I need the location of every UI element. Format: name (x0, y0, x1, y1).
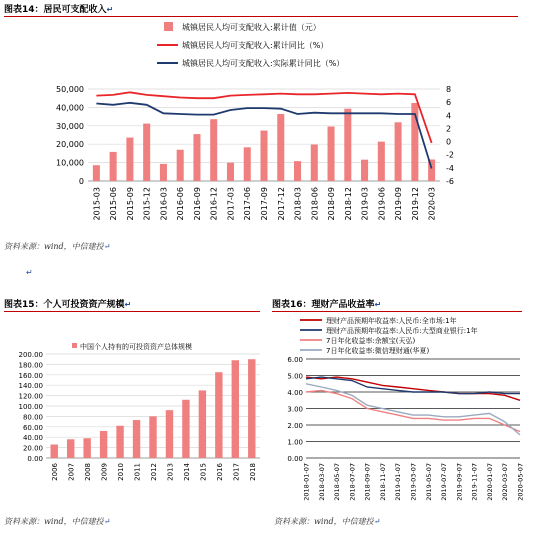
bar (232, 360, 239, 458)
x-tick-label: 2018-09 (327, 187, 337, 221)
bar (193, 134, 200, 181)
legend-label: 城镇居民人均可支配收入:实际累计同比（%） (182, 59, 345, 68)
bar (177, 150, 184, 181)
y-tick-label: 0.00 (27, 455, 43, 463)
x-tick-label: 2019-12 (410, 187, 420, 221)
bar (51, 444, 58, 458)
x-tick-label: 2019-03-07 (409, 463, 418, 501)
bar (260, 131, 267, 181)
paragraph-mark-icon: ↵ (103, 242, 111, 251)
bar (248, 359, 255, 458)
bar (126, 138, 133, 181)
y-tick-label-left: 20,000 (56, 140, 84, 150)
fig15-chart (0, 312, 270, 512)
fig14-title: 图表14：居民可支配收入 (4, 5, 107, 15)
bar (294, 161, 301, 181)
legend-swatch (164, 22, 173, 31)
x-tick-label: 2020-03 (427, 187, 437, 221)
bar (133, 420, 140, 458)
x-tick-label: 2012 (150, 463, 158, 481)
y-tick-label: 100.00 (18, 403, 43, 411)
series-line (306, 390, 520, 431)
bar (116, 426, 123, 458)
x-tick-label: 2019-06 (377, 187, 387, 221)
bar (100, 431, 107, 458)
x-tick-label: 2006 (51, 463, 60, 481)
legend-label: 7日年化收益率:微信理财通(华夏) (326, 347, 430, 355)
paragraph-mark-icon: ↵ (374, 300, 382, 309)
bar (361, 160, 368, 181)
y-tick-label: 200.00 (18, 351, 43, 359)
legend-label: 7日年化收益率:余额宝(天弘) (326, 337, 416, 345)
x-tick-label: 2018-03 (293, 187, 303, 221)
x-tick-label: 2019-03 (360, 187, 370, 221)
x-tick-label: 2017 (232, 463, 241, 481)
x-tick-label: 2008 (84, 463, 93, 481)
bar (199, 390, 206, 458)
bar (166, 410, 173, 458)
y-tick-label-right: 4 (446, 111, 452, 121)
y-tick-label: 80.00 (22, 413, 43, 422)
x-tick-label: 2019-09 (394, 187, 404, 221)
fig16-chart (270, 312, 554, 512)
bar (395, 122, 402, 181)
legend-label: 城镇居民人均可支配收入:累计同比（%） (182, 41, 329, 50)
x-tick-label: 2017-03 (226, 187, 236, 221)
bar (110, 152, 117, 181)
fig14-source (4, 241, 110, 252)
y-tick-label: 2.00 (287, 422, 303, 430)
x-tick-label: 2017-06 (243, 187, 253, 221)
x-tick-label: 2019-09-07 (455, 463, 464, 501)
bar (311, 145, 318, 181)
x-tick-label: 2020-03-07 (501, 463, 510, 501)
x-tick-label: 2018-01-07 (302, 463, 311, 501)
y-tick-label-left: 0 (78, 177, 84, 186)
fig15-title: 图表15：个人可投资资产规模 (4, 300, 125, 310)
y-tick-label-right: 0 (446, 137, 452, 147)
fig15-source-text: 资料来源：wind，中信建投 (4, 517, 104, 526)
bar (210, 119, 217, 181)
fig16-title: 图表16：理财产品收益率 (272, 300, 375, 310)
bar (143, 124, 150, 181)
bar (227, 163, 234, 181)
bar (83, 438, 90, 458)
y-tick-label: 1.00 (287, 438, 303, 447)
paragraph-mark-icon: ↵ (106, 5, 114, 14)
bar (244, 147, 251, 181)
x-tick-label: 2013 (166, 463, 175, 481)
x-tick-label: 2018-09-07 (363, 463, 372, 501)
x-tick-label: 2016-09 (192, 187, 202, 221)
x-tick-label: 2016-12 (209, 187, 219, 221)
bar (160, 164, 167, 181)
fig16-source (274, 516, 380, 527)
paragraph-mark-icon: ↵ (373, 517, 381, 526)
x-tick-label: 2018-07-07 (348, 463, 357, 501)
y-tick-label: 120.00 (18, 392, 43, 401)
y-tick-label-left: 50,000 (56, 85, 84, 94)
y-tick-label-left: 30,000 (56, 121, 84, 131)
x-tick-label: 2016-03 (159, 187, 169, 221)
fig14-source-text: 资料来源：wind，中信建投 (4, 242, 104, 251)
x-tick-label: 2019-05-07 (424, 463, 433, 501)
y-tick-label-right: -6 (446, 177, 454, 186)
y-tick-label-right: 8 (446, 85, 452, 94)
x-tick-label: 2020-05-07 (516, 463, 525, 501)
x-tick-label: 2018 (248, 463, 257, 481)
bar (277, 114, 284, 181)
x-tick-label: 2015-12 (142, 187, 152, 221)
fig15-title-bar (4, 297, 260, 312)
x-tick-label: 2019-11-07 (470, 463, 479, 501)
legend-label: 理财产品预期年收益率:人民币:大型商业银行:1年 (326, 327, 478, 335)
y-tick-label: 180.00 (18, 361, 43, 370)
paragraph-mark-icon: ↵ (124, 300, 132, 309)
legend-label: 中国个人持有的可投资资产总体规模 (80, 343, 192, 351)
x-tick-label: 2011 (133, 463, 142, 481)
fig16-title-bar (272, 297, 522, 312)
x-tick-label: 2016 (215, 463, 224, 481)
series-line (306, 377, 520, 400)
y-tick-label-right: -2 (446, 150, 454, 160)
bar (328, 127, 335, 181)
x-tick-label: 2020-01-07 (485, 463, 494, 501)
bar (93, 165, 100, 181)
x-tick-label: 2015-09 (125, 187, 135, 221)
x-tick-label: 2009 (100, 463, 109, 481)
x-tick-label: 2018-03-07 (317, 463, 326, 501)
fig16-source-text: 资料来源：wind，中信建投 (274, 517, 374, 526)
bar (182, 400, 189, 458)
y-tick-label: 4.00 (287, 389, 303, 397)
x-tick-label: 2018-05-07 (333, 463, 342, 501)
paragraph-mark-icon: ↵ (26, 268, 33, 277)
y-tick-label: 3.00 (287, 405, 303, 414)
x-tick-label: 2017-12 (276, 187, 286, 221)
bar (378, 142, 385, 181)
legend-label: 城镇居民人均可支配收入:累计值（元） (182, 23, 321, 32)
x-tick-label: 2018-12 (343, 187, 353, 221)
x-tick-label: 2019-07-07 (440, 463, 449, 501)
y-tick-label: 6.00 (287, 356, 303, 364)
x-tick-label: 2019-01-07 (394, 463, 403, 501)
paragraph-mark-icon: ↵ (103, 517, 111, 526)
x-tick-label: 2015-06 (109, 187, 119, 221)
legend-swatch (72, 343, 77, 348)
y-tick-label: 0.00 (287, 455, 303, 463)
y-tick-label-right: 2 (446, 124, 452, 134)
x-tick-label: 2010 (117, 463, 126, 481)
x-tick-label: 2014 (182, 463, 191, 481)
bar (344, 109, 351, 181)
y-tick-label: 5.00 (287, 372, 303, 381)
y-tick-label-right: 6 (446, 98, 452, 108)
y-tick-label-right: -4 (446, 163, 454, 173)
legend-label: 理财产品预期年收益率:人民币:全市场:1年 (326, 317, 457, 325)
bar (149, 416, 156, 458)
fig14-chart (0, 16, 554, 238)
x-tick-label: 2015-03 (92, 187, 102, 221)
x-tick-label: 2018-11-07 (378, 463, 387, 501)
y-tick-label: 160.00 (18, 371, 43, 380)
fig15-source (4, 516, 110, 527)
x-tick-label: 2016-06 (176, 187, 186, 221)
bar (215, 372, 222, 458)
y-tick-label-left: 10,000 (56, 158, 84, 168)
x-tick-label: 2007 (67, 463, 76, 481)
y-tick-label: 20.00 (22, 444, 43, 453)
x-tick-label: 2018-06 (310, 187, 320, 221)
x-tick-label: 2017-09 (260, 187, 269, 221)
bar (67, 439, 74, 458)
fig14-title-bar (4, 2, 518, 17)
y-tick-label: 60.00 (22, 423, 43, 432)
y-tick-label-left: 40,000 (56, 103, 84, 113)
x-tick-label: 2015 (199, 463, 208, 481)
y-tick-label: 40.00 (22, 434, 43, 443)
y-tick-label: 140.00 (18, 382, 43, 391)
